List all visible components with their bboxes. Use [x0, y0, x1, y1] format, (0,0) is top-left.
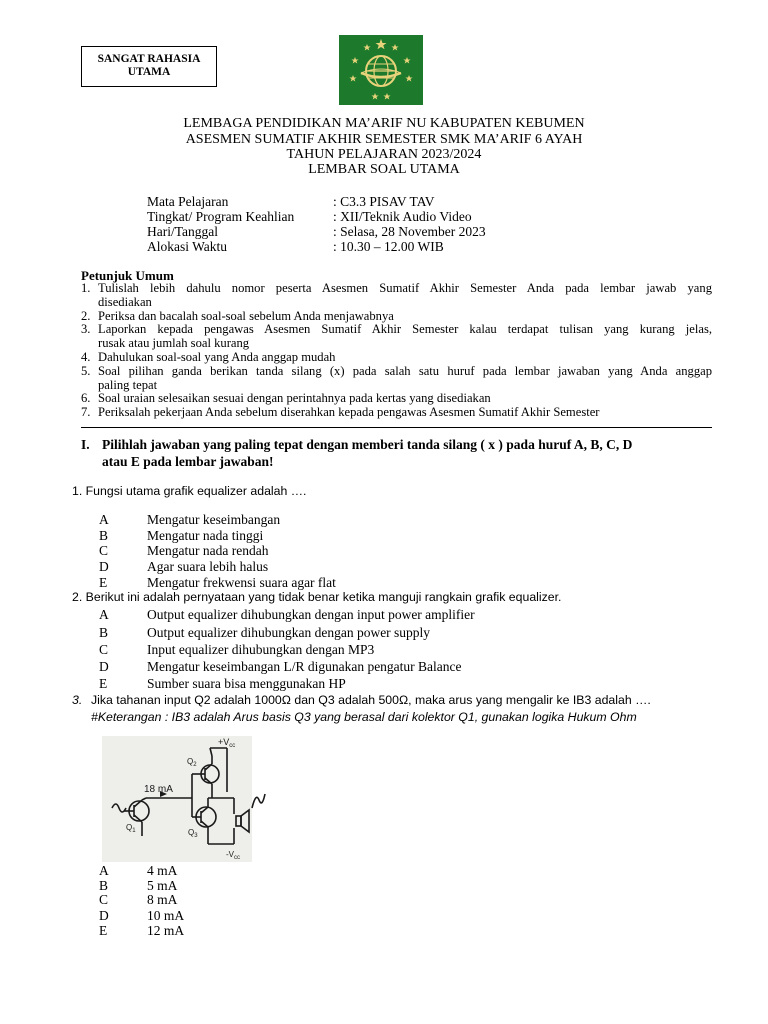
option-letter: C — [99, 892, 109, 907]
option-letter: A — [99, 512, 109, 527]
instruction-number: 3. — [81, 322, 91, 336]
header-exam-title: ASESMEN SUMATIF AKHIR SEMESTER SMK MA’ARIF 6 AYAH — [185, 132, 583, 147]
option-letter: D — [99, 659, 109, 674]
header-institution: LEMBAGA PENDIDIKAN MA’ARIF NU KABUPATEN KEBUMEN — [183, 116, 585, 131]
option-text: Mengatur keseimbangan L/R digunakan pengatur Balance — [147, 659, 462, 674]
option-letter: C — [99, 543, 109, 558]
q1-label-sub: 1 — [132, 828, 136, 834]
instruction-number: 6. — [81, 391, 91, 405]
circuit-diagram — [102, 736, 267, 862]
question-3-text: Jika tahanan input Q2 adalah 1000Ω dan Q3 adalah 500Ω, maka arus yang mengalir ke IB3 adalah …. — [91, 693, 651, 707]
instruction-text: paling tepat — [98, 378, 158, 392]
option-text: 10 mA — [147, 908, 185, 923]
option-text: Mengatur nada tinggi — [147, 528, 264, 543]
instruction-text: rusak atau jumlah soal kurang — [98, 336, 250, 350]
q3-label-text: Q — [188, 828, 195, 837]
q3-label-sub: 3 — [194, 833, 198, 839]
option-text: 5 mA — [147, 878, 178, 893]
instruction-text: Periksalah pekerjaan Anda sebelum diserahkan kepada pengawas Asesmen Sumatif Akhir Semester — [98, 405, 600, 419]
classification-line-2: UTAMA — [127, 66, 171, 78]
question-3-number: 3. — [72, 693, 83, 707]
option-letter: B — [99, 625, 109, 640]
section-instruction: Pilihlah jawaban yang paling tepat dengan memberi tanda silang ( x ) pada huruf A, B, C, D — [102, 437, 633, 452]
current-label: 18 mA — [144, 784, 173, 795]
option-text: Agar suara lebih halus — [147, 559, 269, 574]
option-text: 4 mA — [147, 863, 178, 878]
option-text: Output equalizer dihubungkan dengan power supply — [147, 625, 431, 640]
info-label: Hari/Tanggal — [147, 224, 219, 239]
option-text: Sumber suara bisa menggunakan HP — [147, 676, 346, 691]
question-1-text: 1. Fungsi utama grafik equalizer adalah …. — [72, 484, 307, 498]
instruction-text: disediakan — [98, 295, 152, 309]
option-letter: E — [99, 575, 108, 590]
option-text: Mengatur nada rendah — [147, 543, 269, 558]
info-label: Mata Pelajaran — [147, 194, 229, 209]
info-value: : 10.30 – 12.00 WIB — [333, 239, 444, 254]
nu-logo-graphic — [339, 35, 423, 105]
instruction-text: Soal pilihan ganda berikan tanda silang (x) pada salah satu huruf pada lembar jawaban yang Anda anggap — [98, 364, 712, 378]
option-text: Mengatur frekwensi suara agar flat — [147, 575, 336, 590]
instruction-text: Periksa dan bacalah soal-soal sebelum Anda menjawabnya — [98, 309, 394, 323]
instruction-number: 5. — [81, 364, 91, 378]
section-number: I. — [81, 437, 90, 452]
vee-label-sub: cc — [234, 855, 240, 861]
option-letter: A — [99, 863, 109, 878]
nu-logo — [339, 35, 423, 105]
option-text: Mengatur keseimbangan — [147, 512, 281, 527]
header-school-year: TAHUN PELAJARAN 2023/2024 — [286, 147, 482, 162]
instruction-item — [81, 351, 712, 365]
vcc-label-text: +V — [218, 737, 230, 747]
circuit-graphic — [102, 736, 267, 862]
instruction-text: Tulislah lebih dahulu nomor peserta Asesmen Sumatif Akhir Semester Anda pada lembar jawab yang — [98, 281, 712, 295]
instruction-item — [81, 365, 712, 393]
vcc-label-sub: cc — [229, 743, 236, 749]
option-letter: B — [99, 878, 109, 893]
instruction-item — [81, 406, 712, 420]
instruction-number: 1. — [81, 281, 91, 295]
instruction-item — [81, 282, 712, 310]
question-2-text: 2. Berikut ini adalah pernyataan yang tidak benar ketika manguji rangkain grafik equalizer. — [72, 590, 562, 604]
option-letter: A — [99, 607, 109, 622]
question-3-note: #Keterangan : IB3 adalah Arus basis Q3 yang berasal dari kolektor Q1, gunakan logika Hukum Ohm — [91, 710, 637, 724]
instruction-text: Dahulukan soal-soal yang Anda anggap mudah — [98, 350, 336, 364]
instruction-number: 7. — [81, 405, 91, 419]
header-sheet-title: LEMBAR SOAL UTAMA — [308, 162, 460, 177]
instruction-number: 4. — [81, 350, 91, 364]
option-text: 8 mA — [147, 892, 178, 907]
option-text: Output equalizer dihubungkan dengan input power amplifier — [147, 607, 475, 622]
q2-label-sub: 2 — [193, 762, 197, 768]
option-letter: D — [99, 559, 109, 574]
q1-label-text: Q — [126, 823, 133, 832]
info-label: Alokasi Waktu — [147, 239, 228, 254]
instruction-text: Soal uraian selesaikan sesuai dengan perintahnya pada kertas yang disediakan — [98, 391, 491, 405]
info-value: : C3.3 PISAV TAV — [333, 194, 435, 209]
option-text: Input equalizer dihubungkan dengan MP3 — [147, 642, 375, 657]
section-instruction: atau E pada lembar jawaban! — [102, 454, 274, 469]
option-letter: C — [99, 642, 109, 657]
classification-box — [81, 46, 217, 87]
option-letter: E — [99, 676, 108, 691]
info-value: : XII/Teknik Audio Video — [333, 209, 472, 224]
info-label: Tingkat/ Program Keahlian — [147, 209, 295, 224]
option-letter: B — [99, 528, 109, 543]
instruction-item — [81, 392, 712, 406]
instructions-title: Petunjuk Umum — [81, 268, 174, 283]
option-letter: E — [99, 923, 108, 938]
option-text: 12 mA — [147, 923, 185, 938]
instruction-item — [81, 323, 712, 351]
info-value: : Selasa, 28 November 2023 — [333, 224, 486, 239]
option-letter: D — [99, 908, 109, 923]
instruction-number: 2. — [81, 309, 91, 323]
instruction-text: Laporkan kepada pengawas Asesmen Sumatif Akhir Semester kalau terdapat tulisan yang kurang jelas, — [98, 322, 712, 336]
classification-line-1: SANGAT RAHASIA — [97, 53, 201, 65]
q2-label-text: Q — [187, 757, 194, 766]
vee-label-text: -V — [226, 850, 234, 859]
divider — [81, 427, 712, 428]
